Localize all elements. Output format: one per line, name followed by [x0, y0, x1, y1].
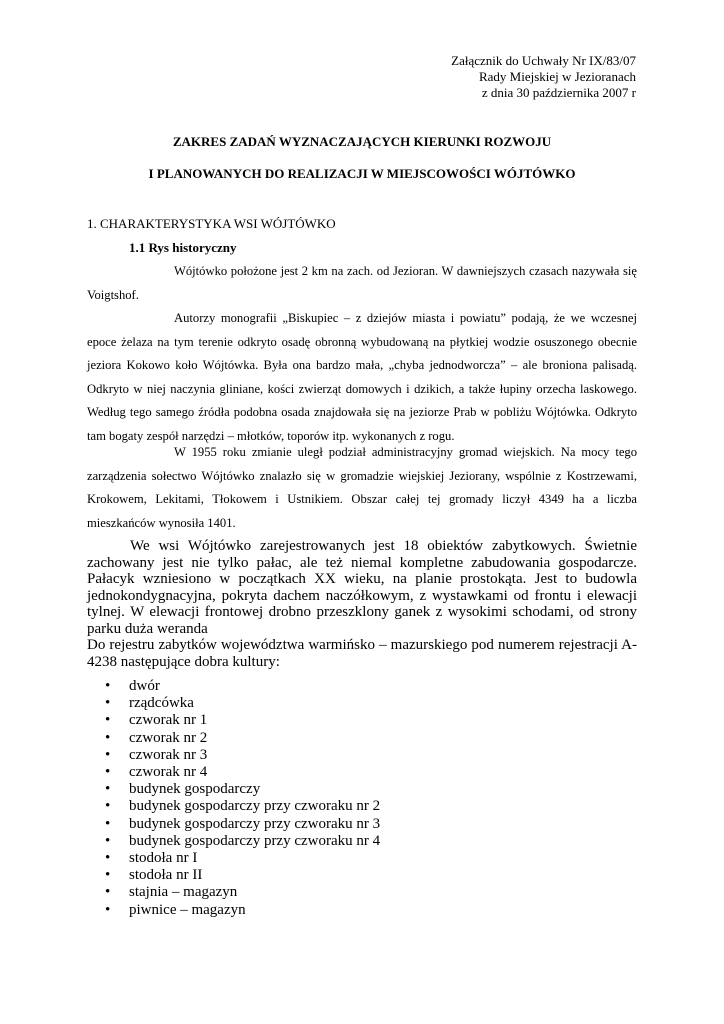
- list-item: [87, 678, 380, 695]
- paragraph-archaeology: Autorzy monografii „Biskupiec – z dziejów miasta i powiatu” podają, że we wczesnej epoce żelaza na tym terenie odkryto osadę obronną wybudowaną na płytkiej wodzie osuszonego obecnie jeziora Kokowo koło Wójtówka. Była ona bardzo mała, „chyba jednodworcza” – ale broniona palisadą. Odkryto w niej naczynia gliniane, kości zwierząt domowych i dzikich, a także łupiny orzecha laskowego. Według tego samego źródła podobna osada znajdowała się na jeziorze Prab w pobliżu Wójtówka. Odkryto tam bogaty zespół narzędzi – młotków, toporów itp. wykonanych z rogu.: [87, 311, 637, 443]
- paragraph-block: [87, 260, 637, 307]
- list-item-label: stajnia – magazyn: [129, 884, 238, 901]
- list-item-label: piwnice – magazyn: [129, 901, 246, 918]
- list-item-label: budynek gospodarczy: [129, 781, 261, 798]
- document-title-line-1: ZAKRES ZADAŃ WYZNACZAJĄCYCH KIERUNKI ROZWOJU: [172, 134, 552, 149]
- bullet-icon: •: [105, 781, 111, 798]
- list-item: [87, 798, 380, 815]
- paragraph-monuments: We wsi Wójtówko zarejestrowanych jest 18 obiektów zabytkowych. Świetnie zachowany jest nie tylko pałac, ale też niemal kompletne zabudowania gospodarcze. Pałacyk wzniesiono w początkach XX wieku, na planie prostokąta. Jest to budowla jednokondygnacyjna, pokryta dachem naczółkowym, z wystawkami od frontu i elewacji tylnej. W elewacji frontowej drobno przeszklony ganek z wysokimi schodami, od strony parku duża weranda: [87, 538, 637, 637]
- paragraph-block: [87, 538, 637, 638]
- list-item: [87, 781, 380, 798]
- paragraph-block: [87, 307, 637, 448]
- bullet-icon: •: [105, 764, 111, 781]
- list-item: [87, 833, 380, 850]
- bullet-icon: •: [105, 850, 111, 867]
- section-heading: 1. CHARAKTERYSTYKA WSI WÓJTÓWKO: [87, 216, 336, 231]
- list-item-label: budynek gospodarczy przy czworaku nr 2: [129, 798, 381, 815]
- bullet-icon: •: [105, 798, 111, 815]
- attachment-note-line: z dnia 30 października 2007 r: [481, 85, 636, 100]
- bullet-icon: •: [105, 901, 111, 918]
- bullet-icon: •: [105, 832, 111, 849]
- paragraph-register-intro: Do rejestru zabytków województwa warmińsko – mazurskiego pod numerem rejestracji A-4238 następujące dobra kultury:: [87, 637, 637, 670]
- bullet-icon: •: [105, 884, 111, 901]
- bullet-icon: •: [105, 729, 111, 746]
- bullet-icon: •: [105, 746, 111, 763]
- paragraph-block: [87, 637, 637, 670]
- list-item-label: dwór: [129, 678, 160, 694]
- list-item: [87, 850, 380, 867]
- document-title-line-2: I PLANOWANYCH DO REALIZACJI W MIEJSCOWOŚCI WÓJTÓWKO: [148, 166, 576, 181]
- list-item-label: czworak nr 4: [129, 764, 208, 781]
- list-item-label: czworak nr 3: [129, 746, 208, 763]
- attachment-note: [451, 53, 636, 101]
- list-item-label: budynek gospodarczy przy czworaku nr 3: [129, 815, 381, 832]
- list-item: [87, 695, 380, 712]
- paragraph-block: [87, 441, 637, 535]
- list-item: [87, 816, 380, 833]
- register-list: [87, 678, 380, 919]
- list-item: [87, 884, 380, 901]
- list-item: [87, 747, 380, 764]
- bullet-icon: •: [105, 712, 111, 729]
- list-item-label: stodoła nr II: [129, 867, 203, 884]
- bullet-icon: •: [105, 815, 111, 832]
- subsection-heading: 1.1 Rys historyczny: [129, 240, 237, 255]
- list-item: [87, 867, 380, 884]
- bullet-icon: •: [105, 678, 111, 694]
- list-item-label: czworak nr 2: [129, 729, 208, 746]
- list-item-label: budynek gospodarczy przy czworaku nr 4: [129, 832, 381, 849]
- bullet-icon: •: [105, 695, 111, 712]
- list-item: [87, 730, 380, 747]
- attachment-note-line: Załącznik do Uchwały Nr IX/83/07: [451, 53, 636, 68]
- list-item-label: stodoła nr I: [129, 850, 198, 867]
- list-item: [87, 712, 380, 729]
- attachment-note-line: Rady Miejskiej w Jezioranach: [478, 69, 636, 84]
- bullet-icon: •: [105, 867, 111, 884]
- list-item-label: czworak nr 1: [129, 712, 208, 729]
- list-item: [87, 902, 380, 919]
- paragraph-administration: W 1955 roku zmianie uległ podział administracyjny gromad wiejskich. Na mocy tego zarządzenia sołectwo Wójtówko znalazło się w gromadzie wiejskiej Jeziorany, wspólnie z Kostrzewami, Krokowem, Lekitami, Tłokowem i Ustnikiem. Obszar całej tej gromady liczył 4349 ha a liczba mieszkańców wynosiła 1401.: [87, 445, 637, 530]
- list-item-label: rządcówka: [129, 695, 194, 712]
- list-item: [87, 764, 380, 781]
- paragraph-location: Wójtówko położone jest 2 km na zach. od Jezioran. W dawniejszych czasach nazywała się Voigtshof.: [87, 264, 637, 302]
